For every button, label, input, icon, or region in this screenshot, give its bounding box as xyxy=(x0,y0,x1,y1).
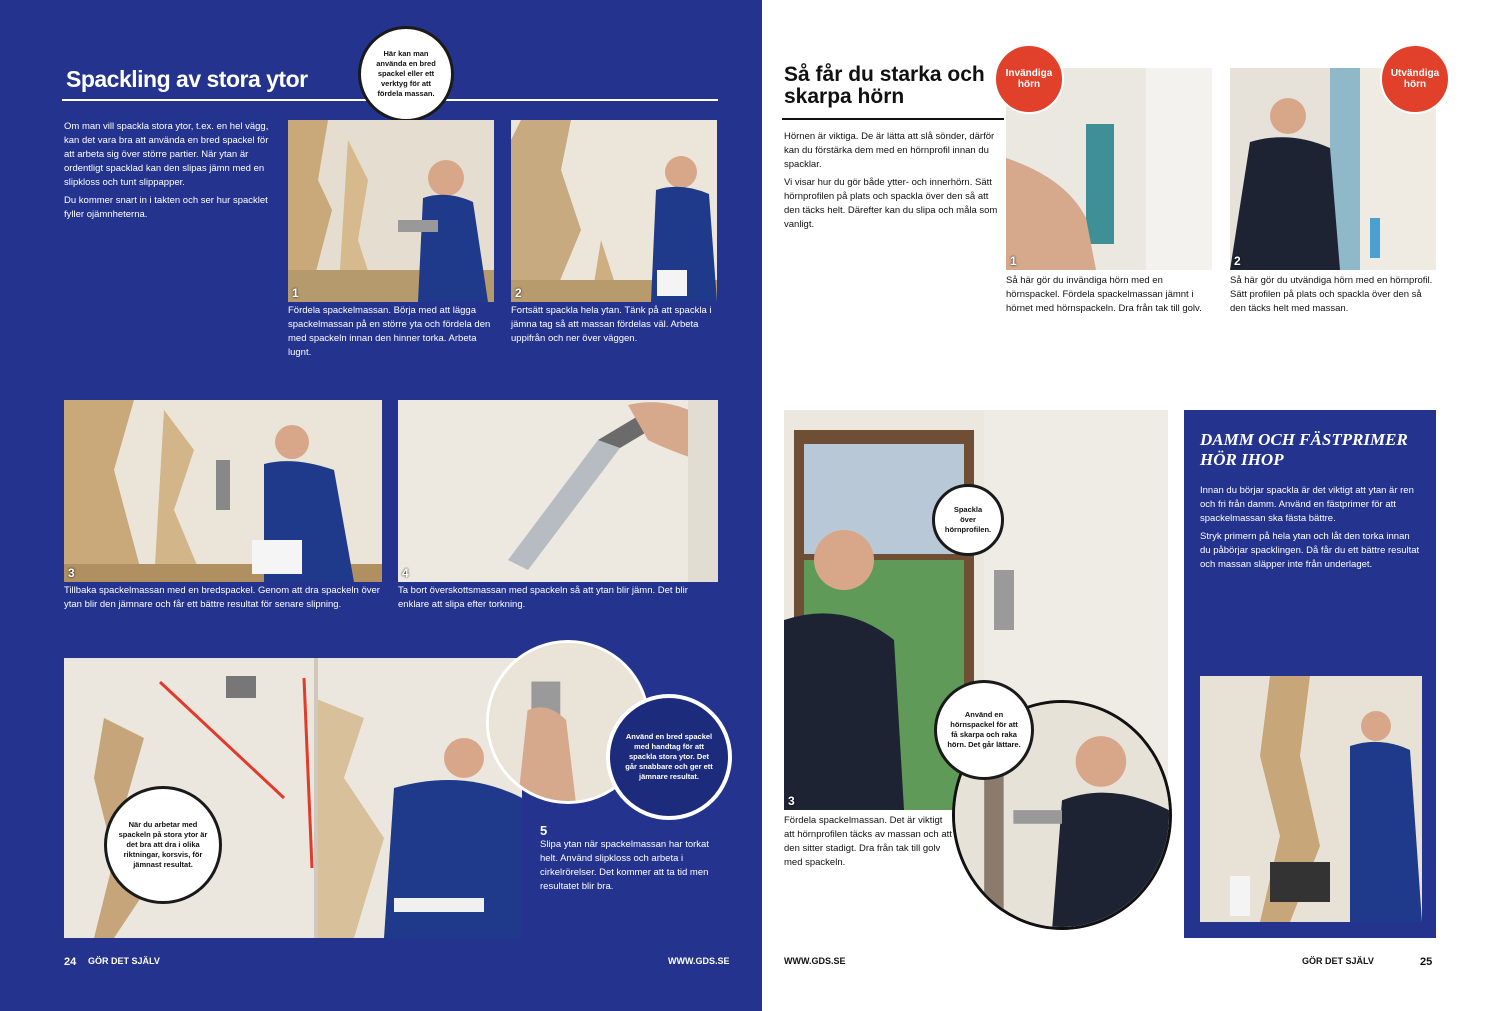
intro-text xyxy=(64,120,270,222)
step3-caption: Tillbaka spackelmassan med en bredspackel. Genom att dra spackeln över ytan blir den jämnare och får ett bättre resultat för senare slipning. xyxy=(64,585,380,610)
corner-step2-caption: Så här gör du utvändiga hörn med en hörnprofil. Sätt profilen på plats och spackla över den så den täcks helt med massan. xyxy=(1230,275,1433,314)
step4-caption: Ta bort överskottsmassan med spackeln så att ytan blir jämn. Det blir enklare att slipa efter torkning. xyxy=(398,585,688,610)
badge-outer-corners: Utvändiga hörn xyxy=(1380,44,1450,114)
step1-number: 1 xyxy=(292,286,299,300)
corner-step2-number: 2 xyxy=(1234,254,1241,268)
step1-photo xyxy=(288,120,494,302)
corner-step3-number: 3 xyxy=(788,794,795,808)
page-title-right: Så får du starka och skarpa hörn xyxy=(784,63,985,108)
footer-url-right: WWW.GDS.SE xyxy=(784,956,846,966)
step4-number: 4 xyxy=(402,566,409,580)
tip-bubble-bottom-left-text: När du arbetar med spackeln på stora ytor är det bra att dra i olika riktningar, korsvis, för jämnast resultat. xyxy=(118,820,208,869)
info-box-paragraph: Innan du börjar spackla är det viktigt att ytan är ren och fri från damm. Använd en fästprimer för att spackelmassan ska fästa bättre. xyxy=(1200,485,1414,524)
info-box-paragraph-2: Stryk primern på hela ytan och låt den torka innan du påbörjar spacklingen. Då får du ett bättre resultat och massan släpper inte från underlaget. xyxy=(1200,531,1420,570)
page-title: Spackling av stora ytor xyxy=(66,66,308,92)
intro-text-right xyxy=(784,130,1004,232)
page-number-left: 24 xyxy=(64,956,77,968)
step1-caption: Fördela spackelmassan. Börja med att lägga spackelmassan på en större yta och fördela den med spackeln innan den hinner torka. Arbeta lugnt. xyxy=(288,305,491,358)
info-box-dust-primer xyxy=(1184,410,1436,938)
step2-caption: Fortsätt spackla hela ytan. Tänk på att spackla i jämna tag så att massan fördelas väl. Arbeta uppifrån och ner över väggen. xyxy=(511,305,712,344)
title-rule-right xyxy=(782,118,1004,120)
tip-bubble-mid xyxy=(932,484,1004,556)
step2-number: 2 xyxy=(515,286,522,300)
step2-photo xyxy=(511,120,717,302)
footer-magazine-left: GÖR DET SJÄLV xyxy=(88,956,160,966)
step3-photo xyxy=(64,400,382,582)
page-number-right: 25 xyxy=(1420,956,1433,968)
footer-magazine-right: GÖR DET SJÄLV xyxy=(1302,956,1374,966)
badge-inner-corners: Invändiga hörn xyxy=(994,44,1064,114)
step5-text: Slipa ytan när spackelmassan har torkat helt. Använd slipkloss och arbeta i cirkelrörelser. Det kommer att ta tid men resultatet blir bra. xyxy=(540,839,709,892)
corner-step1-number: 1 xyxy=(1010,254,1017,268)
intro-right-paragraph-2: Vi visar hur du gör både ytter- och innerhörn. Sätt hörnprofilen på plats och spackla över den så att den täcks helt. Därefter kan du slipa och måla som vanligt. xyxy=(784,177,998,230)
step3-number: 3 xyxy=(68,566,75,580)
intro-paragraph: Om man vill spackla stora ytor, t.ex. en hel vägg, kan det vara bra att använda en bred spackel för att arbeta sig över större partier. När ytan är ordentligt spacklad kan den slipas jämn med en slipkloss och tunt slippapper. xyxy=(64,121,269,188)
intro-right-paragraph: Hörnen är viktiga. De är lätta att slå sönder, därför kan du förstärka dem med en hörnprofil innan du spacklar. xyxy=(784,131,995,170)
tip-bubble-mid-text: Spackla över hörnprofilen. xyxy=(944,505,992,534)
tip-bubble-top-text: Här kan man använda en bred spackel eller ett verktyg för att fördela massan. xyxy=(376,49,436,98)
corner-step3-caption: Fördela spackelmassan. Det är viktigt att hörnprofilen täcks av massan och att den sitter stadigt. Dra från tak till golv med spackeln. xyxy=(784,815,952,868)
info-box-text xyxy=(1200,484,1422,572)
intro-paragraph-2: Du kommer snart in i takten och ser hur spacklet fyller ojämnheterna. xyxy=(64,195,268,220)
tip-bubble-top xyxy=(358,26,454,122)
tip-bubble-round-text: Använd en hörnspackel för att få skarpa och raka hörn. Det går lättare. xyxy=(947,710,1021,749)
info-box-title: DAMM OCH FÄSTPRIMER HÖR IHOP xyxy=(1200,430,1408,469)
tip-bubble-bottom-right-text: Använd en bred spackel med handtag för att spackla stora ytor. Det går snabbare och ger ett jämnare resultat. xyxy=(625,732,713,781)
step5-caption xyxy=(540,824,718,894)
right-page xyxy=(762,0,1500,1011)
tip-bubble-bottom-left xyxy=(104,786,222,904)
corner-step1-caption: Så här gör du invändiga hörn med en hörnspackel. Fördela spackelmassan jämnt i hörnet med hörnspackeln. Dra från tak till golv. xyxy=(1006,275,1202,314)
step4-photo xyxy=(398,400,718,582)
info-box-photo xyxy=(1200,676,1422,922)
step5-number: 5 xyxy=(540,823,548,838)
tip-bubble-round xyxy=(934,680,1034,780)
tip-bubble-bottom-right xyxy=(606,694,732,820)
footer-url-left: WWW.GDS.SE xyxy=(668,956,730,966)
